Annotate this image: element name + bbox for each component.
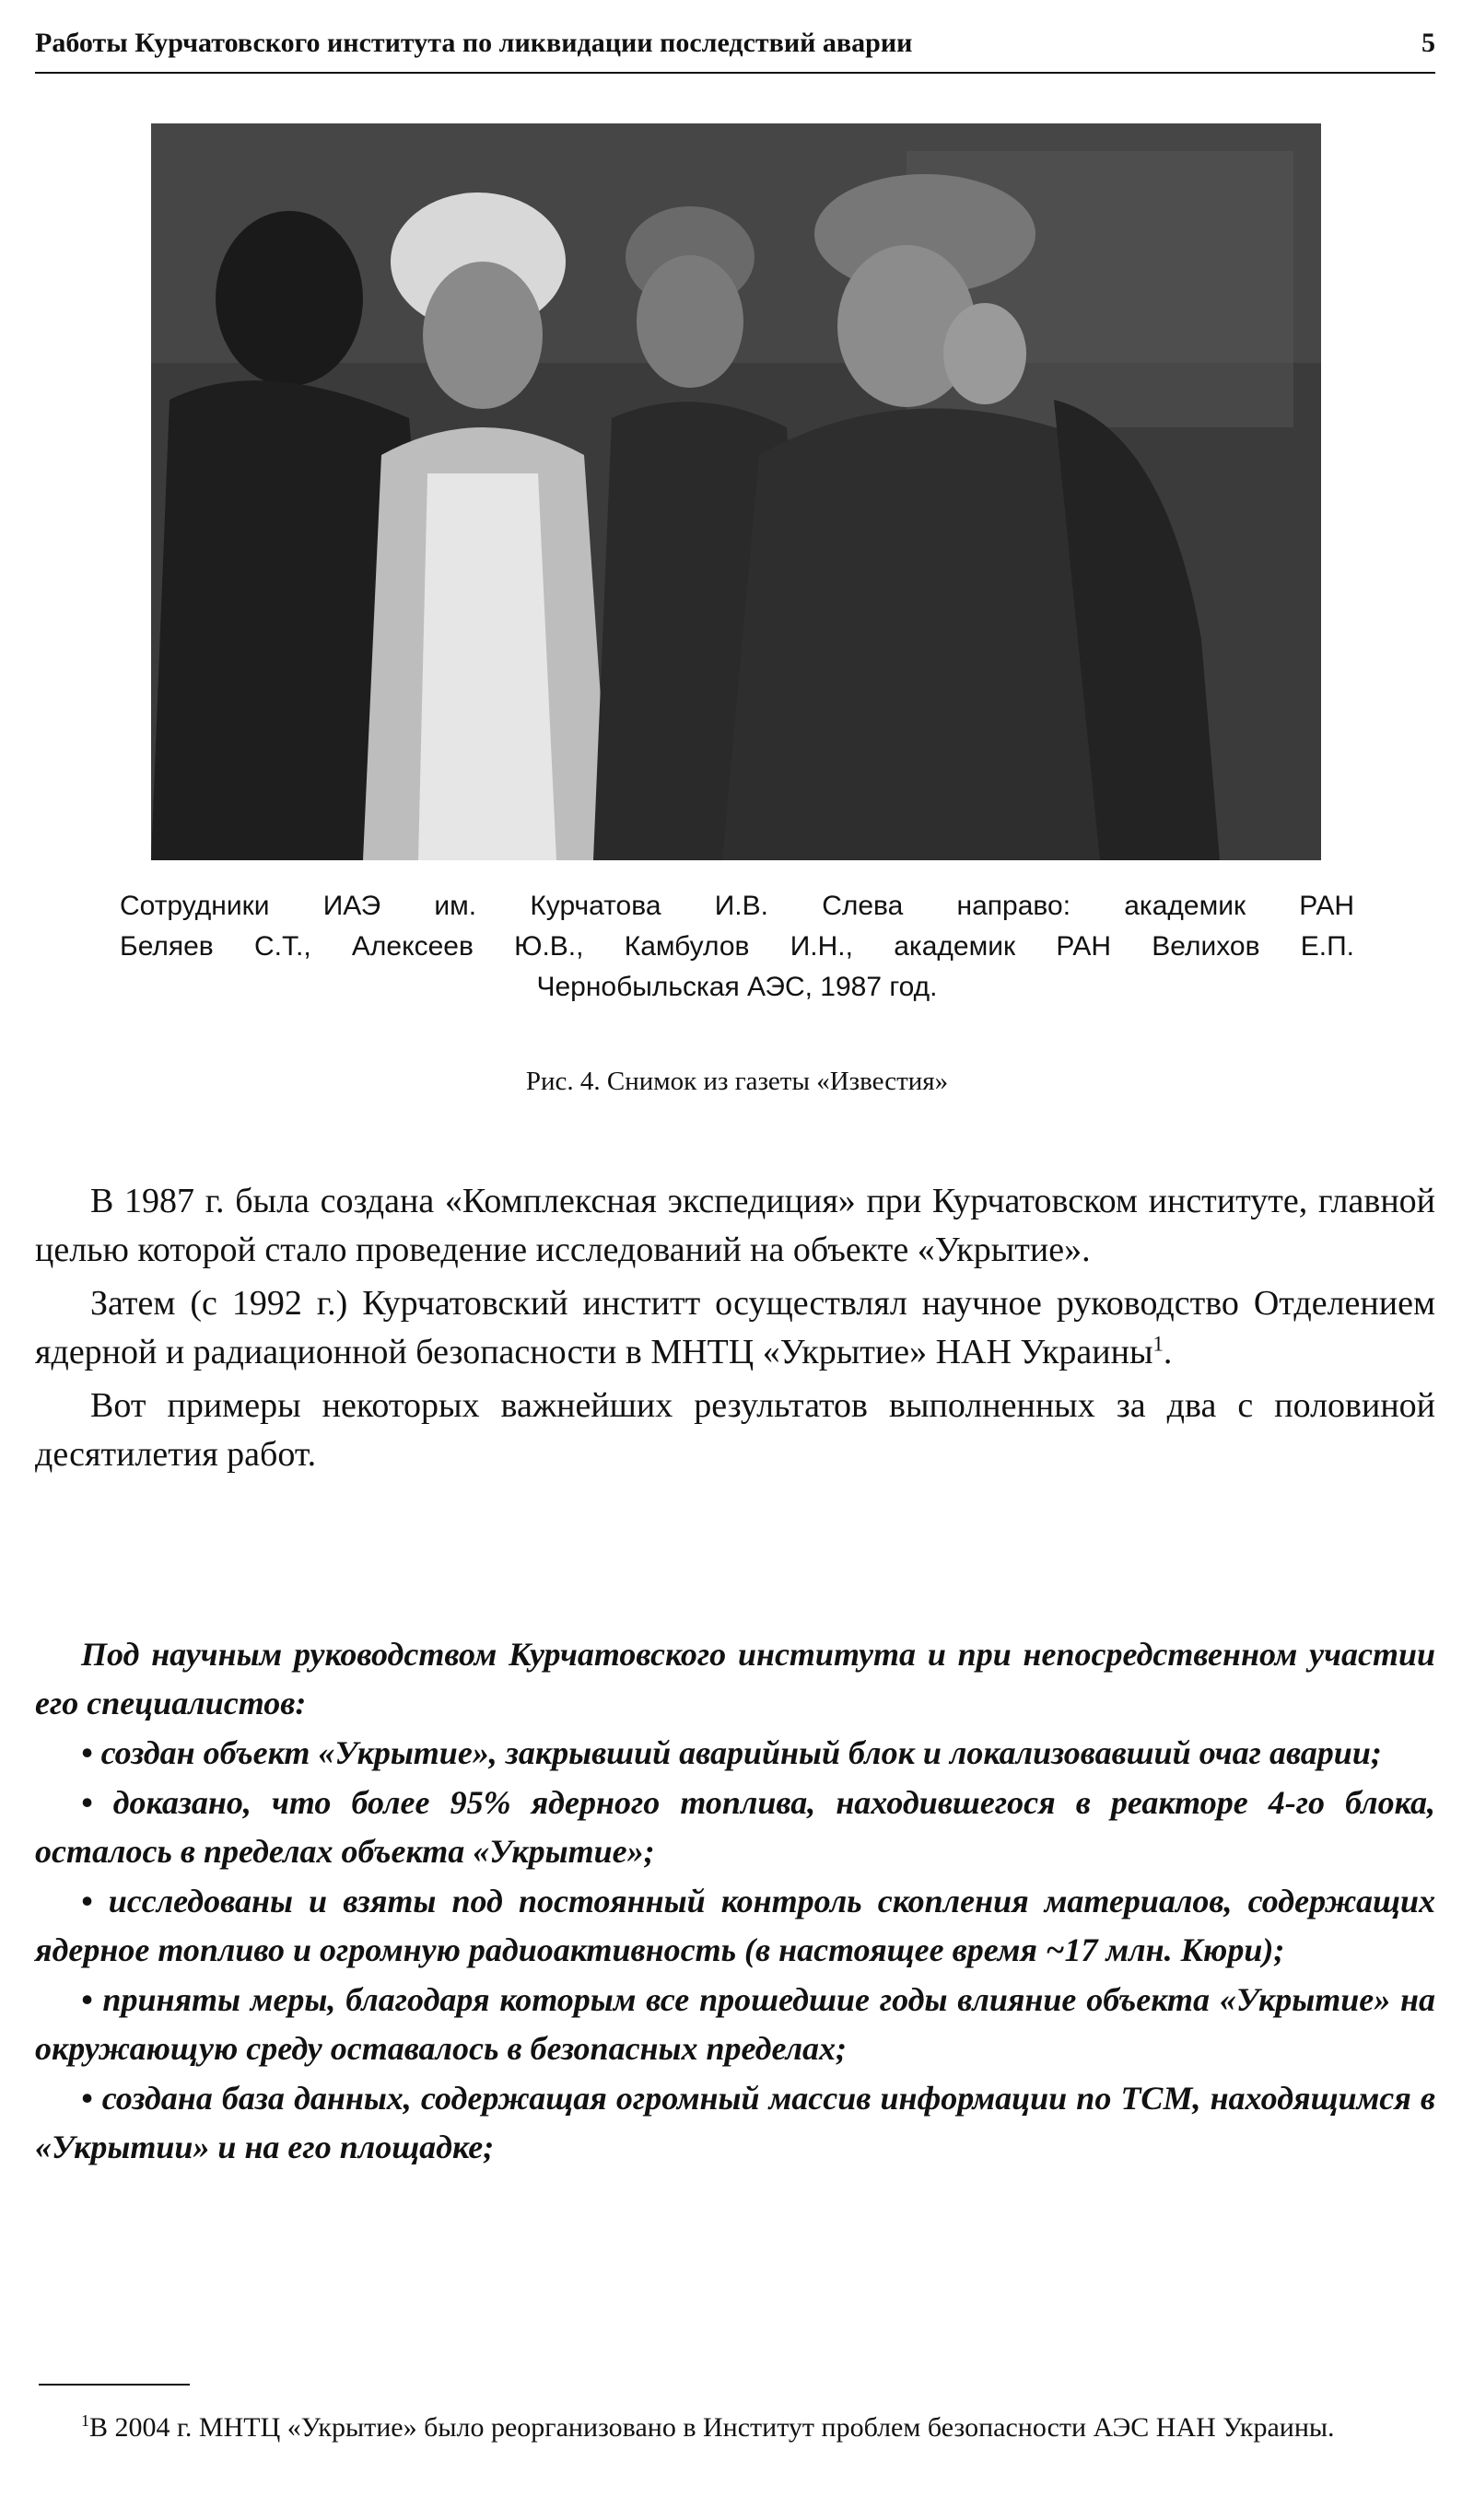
paragraph-2-end: . [1163, 1333, 1173, 1371]
photo-illustration [151, 123, 1321, 860]
caption-line-2: Беляев С.Т., Алексеев Ю.В., Камбулов И.Н., академик РАН Велихов Е.П. [120, 931, 1354, 962]
caption-line-1: Сотрудники ИАЭ им. Курчатова И.В. Слева направо: академик РАН [120, 891, 1354, 921]
header-rule [35, 72, 1435, 74]
caption-line-3: Чернобыльская АЭС, 1987 год. [536, 972, 938, 1002]
footnote-ref[interactable]: 1 [1152, 1332, 1164, 1356]
paragraph-2-text: Затем (с 1992 г.) Курчатовский инститт осуществлял научное руководство Отделением ядерной и радиационной безопасности в МНТЦ «Укрытие» НАН Украины [35, 1284, 1435, 1371]
achievement-item: • доказано, что более 95% ядерного топлива, находившегося в реакторе 4-го блока, осталось в пределах объекта «Укрытие»; [35, 1784, 1435, 1870]
footnote-text: В 2004 г. МНТЦ «Укрытие» было реорганизовано в Институт проблем безопасности АЭС НАН Украины. [89, 2412, 1335, 2443]
running-header [35, 28, 1435, 59]
achievement-item: • создан объект «Укрытие», закрывший аварийный блок и локализовавший очаг аварии; [81, 1734, 1382, 1771]
paragraph-1: В 1987 г. была создана «Комплексная экспедиция» при Курчатовском институте, главной целью которой стало проведение исследований на объекте «Укрытие». [35, 1182, 1435, 1269]
achievement-item: • исследованы и взяты под постоянный контроль скопления материалов, содержащих ядерное топливо и огромную радиоактивность (в настоящее время ~17 млн. Кюри); [35, 1883, 1435, 1968]
running-title: Работы Курчатовского института по ликвидации последствий аварии [35, 28, 913, 58]
footnote-marker: 1 [81, 2411, 89, 2430]
figure-photo [151, 123, 1321, 860]
paragraph-2 [35, 1279, 1435, 1377]
body-text [35, 1177, 1435, 1484]
achievement-item: • приняты меры, благодаря которым все прошедшие годы влияние объекта «Укрытие» на окружающую среду оставалось в безопасных пределах; [35, 1981, 1435, 2067]
achievements-intro: Под научным руководством Курчатовского института и при непосредственном участии его специалистов: [35, 1636, 1435, 1721]
figure-caption [120, 886, 1354, 1008]
footnote [35, 2408, 1435, 2448]
achievements-block [35, 1630, 1435, 2173]
page-number: 5 [1421, 28, 1435, 58]
footnote-rule [39, 2384, 190, 2386]
paragraph-3: Вот примеры некоторых важнейших результатов выполненных за два с половиной десятилетия работ. [35, 1386, 1435, 1474]
figure-label: Рис. 4. Снимок из газеты «Известия» [525, 1067, 949, 1096]
achievement-item: • создана база данных, содержащая огромный массив информации по ТСМ, находящимся в «Укрытии» и на его площадке; [35, 2080, 1435, 2165]
